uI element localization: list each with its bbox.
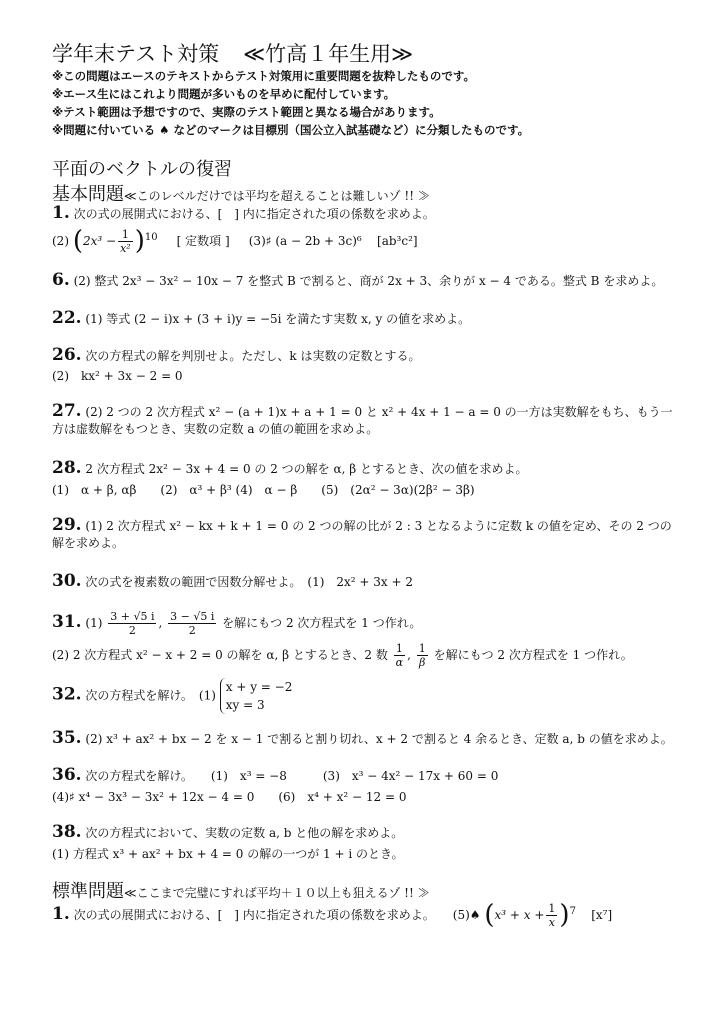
note-line: ※この問題はエースのテキストからテスト対策用に重要問題を抜粋したものです。 <box>52 69 475 83</box>
problem-30: 30. 次の式を複素数の範囲で因数分解せよ。 (1) 2x² + 3x + 2 <box>52 571 414 591</box>
section-title: 平面のベクトルの復習 <box>52 159 232 180</box>
problem-31: 31. (1) $\frac{3 + √5 i}{2}$ , $\frac{3 - √5 i}{2}$ を解にもつ 2 次方程式を 1 つ作れ。 <box>52 610 422 637</box>
note-line: ※問題に付いている ♠ などのマークは目標別（国公立入試基礎など）に分類したものです。 <box>52 123 530 137</box>
problem-38: 38. 次の方程式において、実数の定数 a, b と他の解を求めよ。 <box>52 822 404 842</box>
problem-28-subparts: (1) α + β, αβ (2) α³ + β³ (4) α − β (5) (2α² − 3α)(2β² − 3β) <box>52 483 475 497</box>
page-subtitle: ≪竹高１年生用≫ <box>243 42 414 66</box>
problem-32: 32. 次の方程式を解け。 (1) x + y = −2 xy = 3 <box>52 680 293 712</box>
problem-28: 28. 2 次方程式 2x² − 3x + 4 = 0 の 2 つの解を α, β とするとき、次の値を求めよ。 <box>52 458 528 478</box>
problem-22: 22. (1) 等式 (2 − i)x + (3 + i)y = −5i を満たす実数 x, y の値を求めよ。 <box>52 308 471 328</box>
problem-29: 29. (1) 2 次方程式 x² − kx + k + 1 = 0 の 2 つの解の比が 2 : 3 となるように定数 k の値を定め、その 2 つの解を求めよ。 <box>52 515 672 550</box>
note-line: ※エース生にはこれより問題が多いものを早めに配付しています。 <box>52 87 396 101</box>
problem-1-subparts: (2) (2x³ − $\frac{1}{\text{x²}}$ )$^{10}$ [ 定数項 ] (3)♯ (a − 2b + 3c)⁶ [ab³c²] <box>52 226 418 256</box>
note-line: ※テスト範囲は予想ですので、実際のテスト範囲と異なる場合があります。 <box>52 105 441 119</box>
problem-36-subparts: (4)♯ x⁴ − 3x³ − 3x² + 12x − 4 = 0 (6) x⁴ + x² − 12 = 0 <box>52 790 407 804</box>
problem-26: 26. 次の方程式の解を判別せよ。ただし、k は実数の定数とする。 <box>52 345 421 365</box>
level-heading-basic: 基本問題≪このレベルだけでは平均を超えることは難しいゾ !! ≫ <box>52 184 430 205</box>
problem-36: 36. 次の方程式を解け。 (1) x³ = −8 (3) x³ − 4x² − 17x + 60 = 0 <box>52 765 499 785</box>
problem-26-subpart: (2) kx² + 3x − 2 = 0 <box>52 369 183 383</box>
equation-system: x + y = −2 xy = 3 <box>220 678 293 714</box>
page-title: 学年末テスト対策 ≪竹高１年生用≫ <box>52 42 414 66</box>
problem-27: 27. (2) 2 つの 2 次方程式 x² − (a + 1)x + a + 1 = 0 と x² + 4x + 1 − a = 0 の一方は実数解をもち、もう一方は虚数解をもつとき、実数の定数 a の値の範囲を求めよ。 <box>52 401 673 436</box>
problem-38-subpart: (1) 方程式 x³ + ax² + bx + 4 = 0 の解の一つが 1 + i のとき。 <box>52 847 404 861</box>
problem-31-part2: (2) 2 次方程式 x² − x + 2 = 0 の解を α, β とするとき、2 数 $\frac{1}{\alpha}$ , $\frac{1}{\beta}$ を解にもつ 2 次方程式を 1 つ作れ。 <box>52 642 633 669</box>
problem-6: 6. (2) 整式 2x³ − 3x² − 10x − 7 を整式 B で割ると、商が 2x + 3、余りが x − 4 である。整式 B を求めよ。 <box>52 270 664 290</box>
problem-1: 1. 次の式の展開式における、[ ] 内に指定された項の係数を求めよ。 <box>52 203 435 223</box>
standard-problem-1: 1. 次の式の展開式における、[ ] 内に指定された項の係数を求めよ。 (5)♠ (x³ + x + $\frac{1}{x}$ )$^7$ [x⁷] <box>52 900 613 930</box>
level-heading-standard: 標準問題≪ここまで完璧にすれば平均＋１０以上も狙えるゾ !! ≫ <box>52 881 430 902</box>
problem-35: 35. (2) x³ + ax² + bx − 2 を x − 1 で割ると割り切れ、x + 2 で割ると 4 余るとき、定数 a, b の値を求めよ。 <box>52 728 673 748</box>
